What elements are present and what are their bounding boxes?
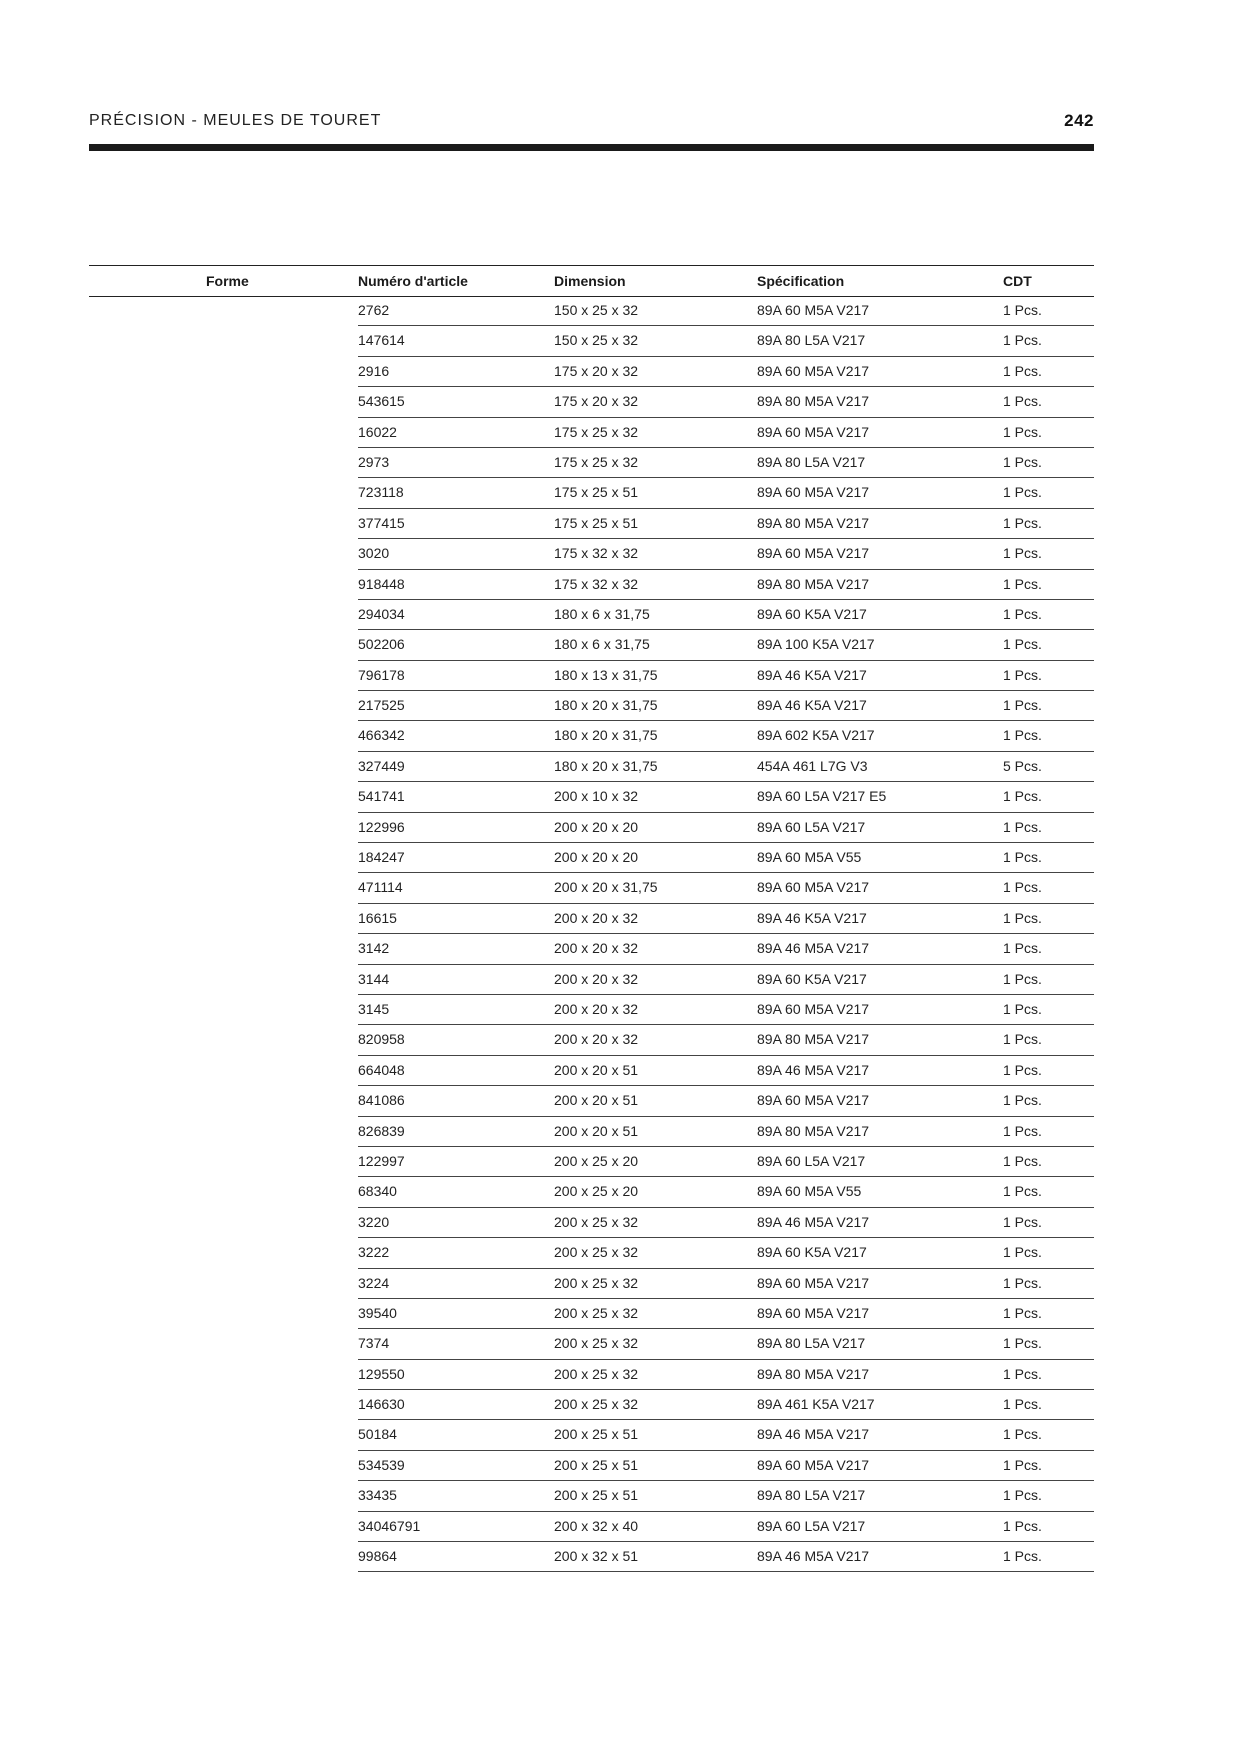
cell-specification: 89A 46 M5A V217 — [757, 1061, 870, 1078]
cell-dimension: 175 x 25 x 32 — [554, 453, 639, 470]
table-row — [358, 1056, 1094, 1086]
cell-cdt: 1 Pcs. — [1003, 423, 1042, 440]
cell-cdt: 1 Pcs. — [1003, 1213, 1042, 1230]
cell-cdt: 1 Pcs. — [1003, 332, 1042, 349]
cell-dimension: 200 x 25 x 51 — [554, 1487, 639, 1504]
cell-cdt: 1 Pcs. — [1003, 788, 1042, 805]
cell-specification: 89A 60 M5A V55 — [757, 849, 862, 866]
table-row — [358, 1451, 1094, 1481]
cell-cdt: 1 Pcs. — [1003, 302, 1042, 318]
cell-dimension: 200 x 25 x 20 — [554, 1183, 639, 1200]
cell-dimension: 175 x 25 x 32 — [554, 423, 639, 440]
table-header — [89, 265, 1094, 297]
cell-specification: 89A 60 K5A V217 — [757, 605, 867, 622]
cell-specification: 89A 60 M5A V217 — [757, 1304, 870, 1321]
cell-specification: 89A 80 M5A V217 — [757, 1031, 870, 1048]
table-row — [358, 813, 1094, 843]
cell-specification: 89A 80 L5A V217 — [757, 1487, 866, 1504]
cell-dimension: 200 x 32 x 51 — [554, 1548, 639, 1565]
table-row — [358, 539, 1094, 569]
cell-article: 68340 — [358, 1183, 397, 1200]
cell-cdt: 1 Pcs. — [1003, 1274, 1042, 1291]
cell-dimension: 200 x 25 x 32 — [554, 1396, 639, 1413]
cell-article: 147614 — [358, 332, 405, 349]
cell-cdt: 1 Pcs. — [1003, 1183, 1042, 1200]
cell-article: 3145 — [358, 1000, 390, 1017]
table-row — [358, 1329, 1094, 1359]
table-row — [358, 1208, 1094, 1238]
page-number: 242 — [1064, 111, 1094, 130]
cell-specification: 89A 60 M5A V217 — [757, 484, 870, 501]
cell-cdt: 1 Pcs. — [1003, 1244, 1042, 1261]
table-row — [358, 1360, 1094, 1390]
cell-article: 2916 — [358, 362, 390, 379]
column-header-specification: Spécification — [757, 273, 845, 289]
cell-article: 466342 — [358, 727, 405, 744]
cell-dimension: 200 x 25 x 32 — [554, 1274, 639, 1291]
cell-article: 3220 — [358, 1213, 390, 1230]
cell-article: 39540 — [358, 1304, 397, 1321]
cell-dimension: 200 x 32 x 40 — [554, 1517, 639, 1534]
cell-specification: 89A 60 L5A V217 E5 — [757, 788, 887, 805]
cell-dimension: 200 x 25 x 51 — [554, 1456, 639, 1473]
cell-specification: 89A 602 K5A V217 — [757, 727, 875, 744]
cell-article: 471114 — [358, 879, 403, 896]
cell-cdt: 1 Pcs. — [1003, 1092, 1042, 1109]
cell-cdt: 1 Pcs. — [1003, 1031, 1042, 1048]
cell-dimension: 175 x 20 x 32 — [554, 393, 639, 410]
cell-specification: 89A 46 M5A V217 — [757, 1213, 870, 1230]
cell-article: 3222 — [358, 1244, 390, 1261]
cell-article: 129550 — [358, 1365, 405, 1382]
cell-dimension: 200 x 20 x 20 — [554, 818, 639, 835]
column-header-dimension: Dimension — [554, 273, 626, 289]
cell-dimension: 200 x 10 x 32 — [554, 788, 639, 805]
cell-dimension: 200 x 20 x 31,75 — [554, 879, 658, 896]
cell-dimension: 200 x 20 x 32 — [554, 909, 639, 926]
cell-specification: 89A 60 M5A V55 — [757, 1183, 862, 1200]
cell-specification: 89A 60 K5A V217 — [757, 970, 867, 987]
cell-cdt: 1 Pcs. — [1003, 514, 1042, 531]
table-row — [358, 1481, 1094, 1511]
cell-dimension: 200 x 25 x 32 — [554, 1304, 639, 1321]
cell-article: 217525 — [358, 697, 405, 714]
table-row — [358, 600, 1094, 630]
cell-article: 99864 — [358, 1548, 397, 1565]
cell-specification: 89A 80 L5A V217 — [757, 1335, 866, 1352]
cell-article: 33435 — [358, 1487, 397, 1504]
cell-article: 294034 — [358, 605, 405, 622]
cell-dimension: 180 x 6 x 31,75 — [554, 605, 650, 622]
cell-specification: 89A 46 M5A V217 — [757, 1548, 870, 1565]
product-table — [89, 265, 1094, 1565]
cell-article: 796178 — [358, 666, 405, 683]
cell-article: 34046791 — [358, 1517, 421, 1534]
cell-specification: 89A 60 M5A V217 — [757, 1092, 870, 1109]
cell-cdt: 1 Pcs. — [1003, 1396, 1042, 1413]
table-row — [358, 1269, 1094, 1299]
cell-article: 534539 — [358, 1456, 405, 1473]
cell-specification: 454A 461 L7G V3 — [757, 757, 868, 774]
cell-specification: 89A 60 M5A V217 — [757, 302, 870, 318]
cell-dimension: 200 x 25 x 32 — [554, 1365, 639, 1382]
cell-specification: 89A 80 L5A V217 — [757, 453, 866, 470]
table-row — [358, 934, 1094, 964]
table-row — [358, 782, 1094, 812]
table-row — [358, 630, 1094, 660]
table-row — [358, 387, 1094, 417]
cell-article: 3144 — [358, 970, 390, 987]
table-row — [358, 1512, 1094, 1542]
table-row — [358, 873, 1094, 903]
cell-specification: 89A 461 K5A V217 — [757, 1396, 875, 1413]
table-row — [358, 509, 1094, 539]
cell-specification: 89A 60 M5A V217 — [757, 362, 870, 379]
cell-dimension: 180 x 20 x 31,75 — [554, 757, 658, 774]
table-row — [358, 965, 1094, 995]
cell-dimension: 175 x 32 x 32 — [554, 575, 639, 592]
cell-article: 2973 — [358, 453, 390, 470]
cell-dimension: 200 x 20 x 32 — [554, 1031, 639, 1048]
cell-specification: 89A 60 M5A V217 — [757, 1274, 870, 1291]
cell-dimension: 200 x 20 x 51 — [554, 1092, 639, 1109]
cell-dimension: 200 x 20 x 51 — [554, 1122, 639, 1139]
cell-specification: 89A 80 L5A V217 — [757, 332, 866, 349]
cell-dimension: 200 x 20 x 20 — [554, 849, 639, 866]
cell-article: 50184 — [358, 1426, 397, 1443]
table-row — [358, 1117, 1094, 1147]
cell-specification: 89A 60 M5A V217 — [757, 545, 870, 562]
cell-cdt: 1 Pcs. — [1003, 1152, 1042, 1169]
cell-cdt: 1 Pcs. — [1003, 849, 1042, 866]
column-header-cdt: CDT — [1003, 273, 1032, 289]
cell-article: 541741 — [358, 788, 405, 805]
cell-dimension: 200 x 25 x 51 — [554, 1426, 639, 1443]
cell-specification: 89A 60 K5A V217 — [757, 1244, 867, 1261]
cell-specification: 89A 100 K5A V217 — [757, 636, 875, 653]
cell-cdt: 1 Pcs. — [1003, 970, 1042, 987]
table-row — [358, 661, 1094, 691]
cell-dimension: 180 x 20 x 31,75 — [554, 727, 658, 744]
cell-dimension: 200 x 25 x 20 — [554, 1152, 639, 1169]
table-row — [358, 843, 1094, 873]
cell-dimension: 180 x 13 x 31,75 — [554, 666, 658, 683]
table-row — [358, 418, 1094, 448]
cell-specification: 89A 80 M5A V217 — [757, 1365, 870, 1382]
cell-specification: 89A 46 M5A V217 — [757, 1426, 870, 1443]
cell-dimension: 200 x 20 x 32 — [554, 1000, 639, 1017]
table-row — [358, 904, 1094, 934]
cell-cdt: 1 Pcs. — [1003, 362, 1042, 379]
cell-specification: 89A 60 L5A V217 — [757, 818, 866, 835]
cell-dimension: 150 x 25 x 32 — [554, 302, 639, 318]
cell-article: 146630 — [358, 1396, 405, 1413]
cell-cdt: 1 Pcs. — [1003, 484, 1042, 501]
cell-cdt: 1 Pcs. — [1003, 818, 1042, 835]
table-row — [358, 296, 1094, 326]
cell-dimension: 175 x 25 x 51 — [554, 484, 639, 501]
table-row — [358, 691, 1094, 721]
cell-article: 820958 — [358, 1031, 405, 1048]
table-row — [358, 1086, 1094, 1116]
cell-cdt: 1 Pcs. — [1003, 1456, 1042, 1473]
cell-specification: 89A 46 K5A V217 — [757, 909, 867, 926]
cell-dimension: 200 x 20 x 32 — [554, 970, 639, 987]
table-row — [358, 1238, 1094, 1268]
cell-specification: 89A 80 M5A V217 — [757, 575, 870, 592]
cell-specification: 89A 80 M5A V217 — [757, 393, 870, 410]
cell-article: 184247 — [358, 849, 405, 866]
cell-cdt: 1 Pcs. — [1003, 605, 1042, 622]
cell-cdt: 1 Pcs. — [1003, 1304, 1042, 1321]
cell-specification: 89A 60 M5A V217 — [757, 879, 870, 896]
column-header-article: Numéro d'article — [358, 273, 468, 289]
cell-dimension: 150 x 25 x 32 — [554, 332, 639, 349]
cell-cdt: 5 Pcs. — [1003, 757, 1042, 774]
table-row — [358, 995, 1094, 1025]
page-title: PRÉCISION - MEULES DE TOURET — [89, 112, 382, 129]
cell-cdt: 1 Pcs. — [1003, 697, 1042, 714]
cell-cdt: 1 Pcs. — [1003, 727, 1042, 744]
cell-specification: 89A 46 M5A V217 — [757, 940, 870, 957]
cell-specification: 89A 60 L5A V217 — [757, 1152, 866, 1169]
table-row — [358, 1542, 1094, 1572]
cell-cdt: 1 Pcs. — [1003, 575, 1042, 592]
cell-cdt: 1 Pcs. — [1003, 1000, 1042, 1017]
cell-article: 122997 — [358, 1152, 405, 1169]
table-row — [358, 721, 1094, 751]
table-row — [358, 752, 1094, 782]
cell-article: 327449 — [358, 757, 405, 774]
cell-dimension: 200 x 25 x 32 — [554, 1213, 639, 1230]
cell-article: 7374 — [358, 1335, 390, 1352]
cell-article: 16615 — [358, 909, 397, 926]
cell-cdt: 1 Pcs. — [1003, 1517, 1042, 1534]
cell-cdt: 1 Pcs. — [1003, 545, 1042, 562]
table-row — [358, 326, 1094, 356]
cell-dimension: 200 x 25 x 32 — [554, 1244, 639, 1261]
cell-article: 16022 — [358, 423, 397, 440]
cell-article: 3224 — [358, 1274, 390, 1291]
cell-article: 2762 — [358, 302, 390, 318]
cell-cdt: 1 Pcs. — [1003, 940, 1042, 957]
cell-article: 122996 — [358, 818, 405, 835]
cell-cdt: 1 Pcs. — [1003, 1122, 1042, 1139]
table-row — [358, 1025, 1094, 1055]
table-row — [358, 570, 1094, 600]
cell-cdt: 1 Pcs. — [1003, 1335, 1042, 1352]
cell-specification: 89A 60 L5A V217 — [757, 1517, 866, 1534]
cell-dimension: 200 x 20 x 51 — [554, 1061, 639, 1078]
cell-dimension: 175 x 32 x 32 — [554, 545, 639, 562]
table-row — [358, 1177, 1094, 1207]
cell-cdt: 1 Pcs. — [1003, 666, 1042, 683]
cell-specification: 89A 80 M5A V217 — [757, 1122, 870, 1139]
cell-specification: 89A 80 M5A V217 — [757, 514, 870, 531]
cell-cdt: 1 Pcs. — [1003, 909, 1042, 926]
cell-specification: 89A 60 M5A V217 — [757, 1000, 870, 1017]
cell-dimension: 175 x 20 x 32 — [554, 362, 639, 379]
cell-dimension: 180 x 6 x 31,75 — [554, 636, 650, 653]
cell-cdt: 1 Pcs. — [1003, 1365, 1042, 1382]
cell-article: 3020 — [358, 545, 390, 562]
header-rule — [89, 144, 1094, 151]
cell-specification: 89A 60 M5A V217 — [757, 423, 870, 440]
cell-specification: 89A 46 K5A V217 — [757, 697, 867, 714]
table-row — [358, 1299, 1094, 1329]
cell-article: 3142 — [358, 940, 390, 957]
cell-article: 664048 — [358, 1061, 405, 1078]
cell-dimension: 200 x 20 x 32 — [554, 940, 639, 957]
cell-cdt: 1 Pcs. — [1003, 1487, 1042, 1504]
cell-article: 826839 — [358, 1122, 405, 1139]
cell-article: 377415 — [358, 514, 405, 531]
cell-article: 723118 — [358, 484, 404, 501]
cell-dimension: 200 x 25 x 32 — [554, 1335, 639, 1352]
table-body — [358, 296, 1094, 1572]
cell-article: 502206 — [358, 636, 405, 653]
cell-article: 543615 — [358, 393, 405, 410]
table-row — [358, 1147, 1094, 1177]
column-header-forme: Forme — [206, 273, 249, 289]
table-row — [358, 448, 1094, 478]
cell-specification: 89A 60 M5A V217 — [757, 1456, 870, 1473]
cell-cdt: 1 Pcs. — [1003, 636, 1042, 653]
table-row — [358, 478, 1094, 508]
cell-dimension: 175 x 25 x 51 — [554, 514, 639, 531]
cell-cdt: 1 Pcs. — [1003, 1426, 1042, 1443]
cell-cdt: 1 Pcs. — [1003, 393, 1042, 410]
cell-cdt: 1 Pcs. — [1003, 453, 1042, 470]
cell-cdt: 1 Pcs. — [1003, 1061, 1042, 1078]
table-row — [358, 1420, 1094, 1450]
cell-cdt: 1 Pcs. — [1003, 879, 1042, 896]
table-row — [358, 1390, 1094, 1420]
table-row — [358, 357, 1094, 387]
cell-dimension: 180 x 20 x 31,75 — [554, 697, 658, 714]
cell-article: 918448 — [358, 575, 405, 592]
cell-cdt: 1 Pcs. — [1003, 1548, 1042, 1565]
cell-specification: 89A 46 K5A V217 — [757, 666, 867, 683]
cell-article: 841086 — [358, 1092, 405, 1109]
page-header — [89, 112, 1094, 132]
